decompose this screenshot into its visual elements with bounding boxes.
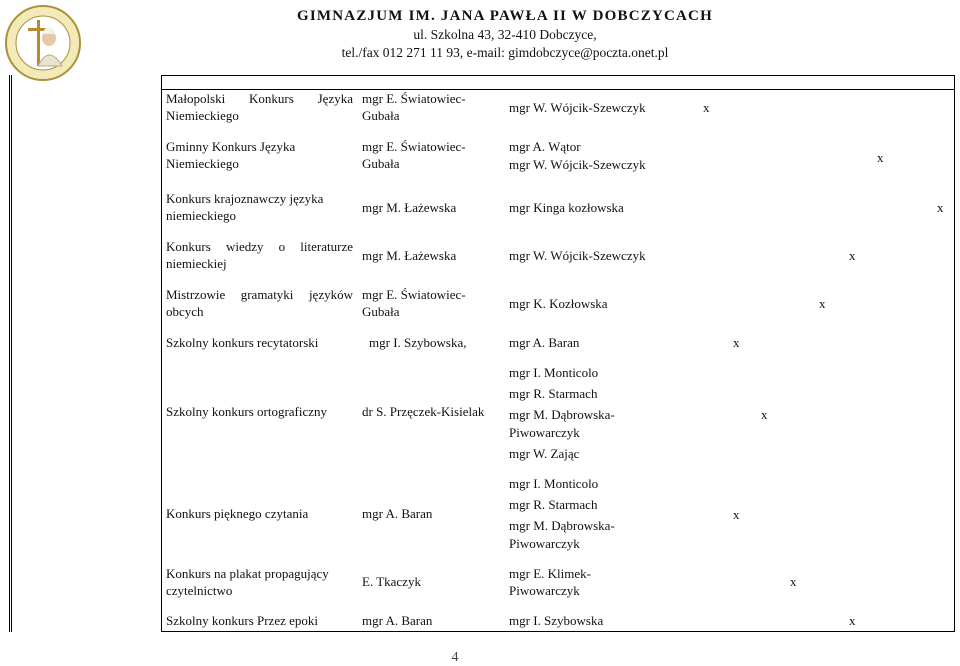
contest-name: Mistrzowie gramatyki języków [166,287,353,302]
mark: x [937,200,944,215]
preparer: mgr I. Monticolo [509,476,599,491]
preparer: mgr Kinga kozłowska [509,200,624,215]
preparer: mgr I. Szybowska [509,613,604,628]
mark: x [703,100,710,115]
contest-name: Konkurs krajoznawczy języka [166,191,324,206]
contest-name: Szkolny konkurs recytatorski [166,335,319,350]
contest-name: Niemieckiego [166,108,239,123]
preparer: Piwowarczyk [509,536,580,551]
mark: x [877,150,884,165]
contest-name: Konkurs na plakat propagujący [166,566,329,581]
page-number: 4 [451,650,459,665]
preparer: mgr W. Wójcik-Szewczyk [509,248,646,263]
organizer: dr S. Przęczek-Kisielak [362,404,485,419]
preparer: mgr A. Baran [509,335,580,350]
organizer: mgr E. Światowiec- [362,139,466,154]
preparer: Piwowarczyk [509,425,580,440]
contest-name: Szkolny konkurs Przez epoki [166,613,319,628]
organizer: Gubała [362,304,400,319]
preparer: mgr E. Klimek- [509,566,591,581]
school-title: GIMNAZJUM IM. JANA PAWŁA II W DOBCZYCACH [297,8,713,24]
preparer: mgr I. Monticolo [509,365,599,380]
organizer: mgr E. Światowiec- [362,91,466,106]
organizer: mgr E. Światowiec- [362,287,466,302]
contest-name: Gminny Konkurs Języka [166,139,296,154]
preparer: mgr A. Wątor [509,139,581,154]
mark: x [790,574,797,589]
contest-name: Niemieckiego [166,156,239,171]
preparer: mgr W. Wójcik-Szewczyk [509,100,646,115]
preparer: mgr R. Starmach [509,497,598,512]
preparer: mgr W. Zając [509,446,580,461]
mark: x [819,296,826,311]
mark: x [733,335,740,350]
contest-name: niemieckiego [166,208,237,223]
mark: x [761,407,768,422]
contest-name: Szkolny konkurs ortograficzny [166,404,328,419]
organizer: mgr I. Szybowska, [369,335,467,350]
preparer: mgr M. Dąbrowska- [509,407,615,422]
contest-name: czytelnictwo [166,583,233,598]
preparer: mgr M. Dąbrowska- [509,518,615,533]
school-contact: tel./fax 012 271 11 93, e-mail: gimdobczyce@poczta.onet.pl [341,45,669,60]
contest-name: Konkurs wiedzy o literaturze [166,239,353,254]
mark: x [849,248,856,263]
preparer: mgr W. Wójcik-Szewczyk [509,157,646,172]
mark: x [849,613,856,628]
contest-name: niemieckiej [166,256,227,271]
preparer: Piwowarczyk [509,583,580,598]
contest-name: obcych [166,304,204,319]
organizer: Gubała [362,108,400,123]
school-logo [4,4,82,82]
organizer: mgr M. Łażewska [362,248,457,263]
preparer: mgr K. Kozłowska [509,296,608,311]
organizer: mgr A. Baran [362,506,433,521]
organizer: mgr A. Baran [362,613,433,628]
contest-name: Konkurs pięknego czytania [166,506,309,521]
contest-name: Małopolski Konkurs Języka [166,91,353,106]
mark: x [733,507,740,522]
preparer: mgr R. Starmach [509,386,598,401]
organizer: E. Tkaczyk [362,574,421,589]
organizer: mgr M. Łażewska [362,200,457,215]
organizer: Gubała [362,156,400,171]
school-address: ul. Szkolna 43, 32-410 Dobczyce, [413,27,597,42]
